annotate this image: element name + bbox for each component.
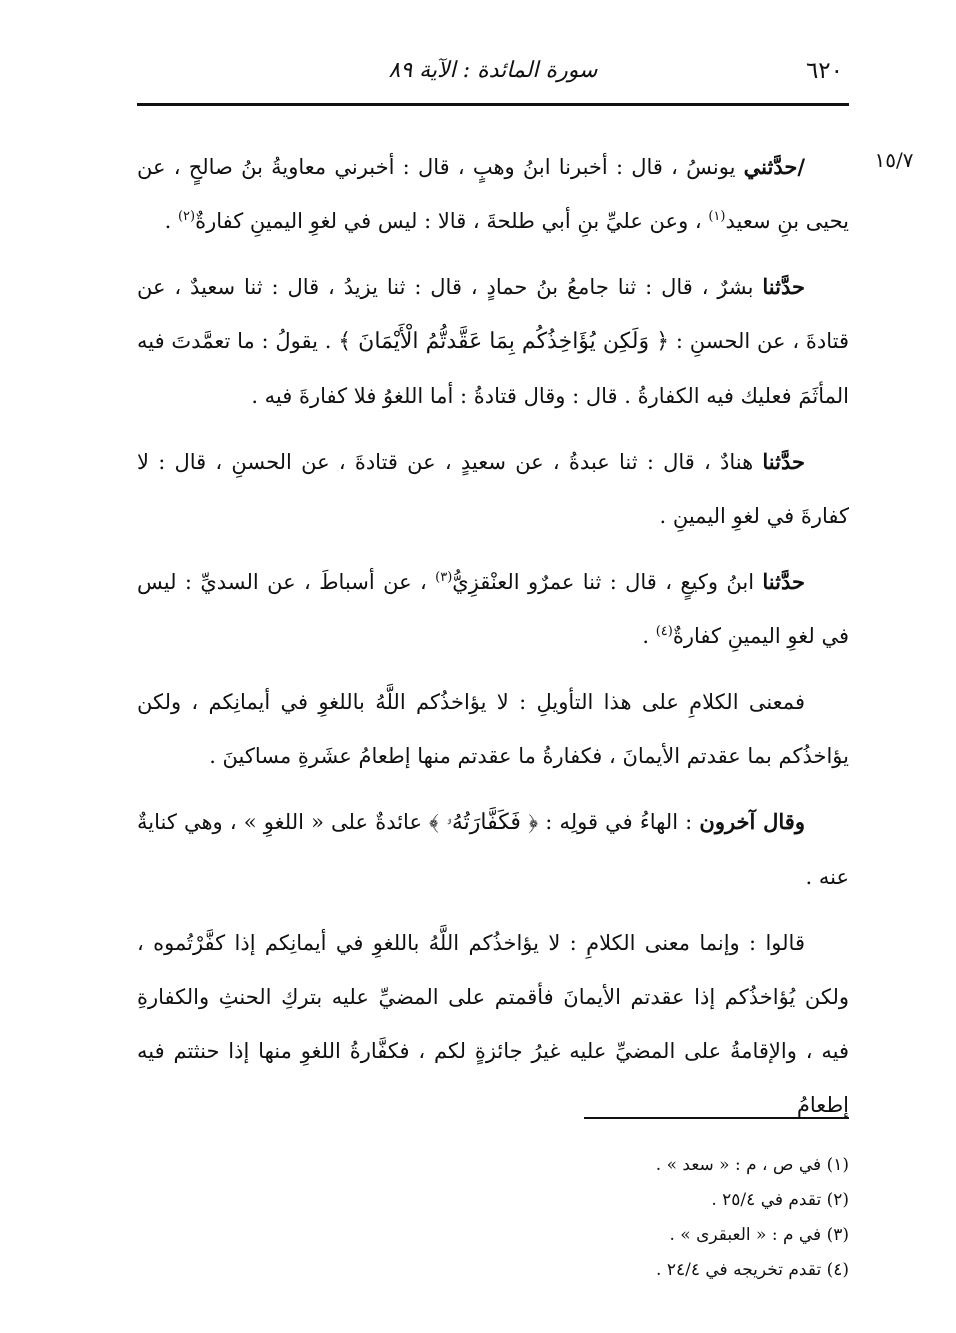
page-header [137, 52, 849, 92]
paragraph-2 [137, 260, 849, 423]
text-run: فمعنى الكلامِ على هذا التأويلِ : لا يؤاخذُكم اللَّهُ باللغوِ في أيمانِكم ، ولكن يؤاخذُكم بما عقدتم الأيمانَ ، فكفارةُ ما عقدتم منها إطعامُ عشَرةِ مساكينَ . [137, 690, 849, 768]
footnote-marker: (٣) [435, 570, 453, 585]
text-run: ، وعن عليِّ بنِ أبي طلحةَ ، قالا : ليس في لغوِ اليمينِ كفارةٌ [195, 209, 709, 233]
quran-quote: ﴿ فَكَفَّارَتُهُۥ ﴾ [429, 810, 539, 835]
footnote-4: (٤) تقدم تخريجه في ٢٤/٤ . [656, 1260, 849, 1280]
text-run: قالوا : وإنما معنى الكلامِ : لا يؤاخذُكم اللَّهُ باللغوِ في أيمانِكم إذا كفَّرْتُموه ، ولكن يُؤاخذُكم إذا عقدتم الأيمانَ فأقمتم على المضيِّ عليه بتركِ الحنثِ والكفارةِ فيه ، والإقامةُ على المضيِّ عليه غيرُ جائزةٍ لكم ، فكفَّارةُ اللغوِ منها إذا حنثتم فيه إطعامُ [137, 931, 849, 1117]
text-run: . [164, 209, 178, 233]
text-run: عائدةٌ على « اللغوِ » ، وهي كنايةٌ عنه . [137, 810, 849, 889]
footnote-1: (١) في ص ، م : « سعد » . [655, 1155, 849, 1175]
footnote-marker: (٤) [655, 624, 673, 639]
paragraph-5 [137, 675, 849, 783]
paragraph-lead: /حدَّثني [743, 154, 805, 179]
text-run: بشرٌ ، قال : ثنا جامعُ بنُ حمادٍ ، قال : ثنا يزيدُ ، قال : ثنا سعيدٌ ، عن قتادةَ ، عن الحسنِ : [137, 275, 849, 353]
paragraph-6 [137, 795, 849, 904]
running-title: سورة المائدة : الآية ٨٩ [388, 58, 598, 83]
text-run: . [642, 624, 656, 648]
quran-quote: ﴿ وَلَكِن يُؤَاخِذُكُم بِمَا عَقَّدتُّمُ الْأَيْمَانَ ﴾ [338, 329, 670, 354]
footnote-3: (٣) في م : « العبقرى » . [669, 1225, 849, 1245]
paragraph-lead: وقال آخرون [699, 809, 805, 834]
footnotes [500, 1148, 849, 1288]
paragraph-lead: حدَّثنا [762, 569, 805, 594]
paragraph-3 [137, 435, 849, 543]
margin-reference: ١٥/٧ [874, 148, 914, 172]
footnote-2: (٢) تقدم في ٢٥/٤ . [711, 1190, 849, 1210]
text-run: ابنُ وكيعٍ ، قال : ثنا عمرٌو العنْقزِيُّ [452, 570, 763, 594]
main-text [137, 140, 849, 1144]
text-run: يونسُ ، قال : أخبرنا ابنُ وهبٍ ، قال : أخبرني معاويةُ بنُ صالحٍ ، عن يحيى بنِ سعيد [137, 155, 849, 233]
footnote-rule [584, 1117, 849, 1119]
footnote-marker: (١) [708, 209, 726, 224]
footnote-marker: (٢) [177, 209, 196, 224]
text-run: ، عن أسباطَ ، عن السديِّ : ليس في لغوِ اليمينِ كفارةٌ [137, 570, 849, 648]
text-run: . يقولُ : ما تعمَّدتَ فيه المأثَمَ فعليك فيه الكفارةُ . قال : وقال قتادةُ : أما اللغوُ فلا كفارةَ فيه . [137, 329, 849, 408]
paragraph-4 [137, 555, 849, 663]
paragraph-1 [137, 140, 849, 248]
paragraph-lead: حدَّثنا [762, 449, 805, 474]
page-number: ٦٢٠ [805, 58, 843, 84]
paragraph-7 [137, 916, 849, 1132]
paragraph-lead: حدَّثنا [762, 274, 805, 299]
text-run: : الهاءُ في قولِه : [538, 810, 700, 834]
text-run: هنادٌ ، قال : ثنا عبدةُ ، عن سعيدٍ ، عن قتادةَ ، عن الحسنِ ، قال : لا كفارةَ في لغوِ اليمينِ . [137, 450, 849, 528]
header-rule [137, 103, 849, 106]
